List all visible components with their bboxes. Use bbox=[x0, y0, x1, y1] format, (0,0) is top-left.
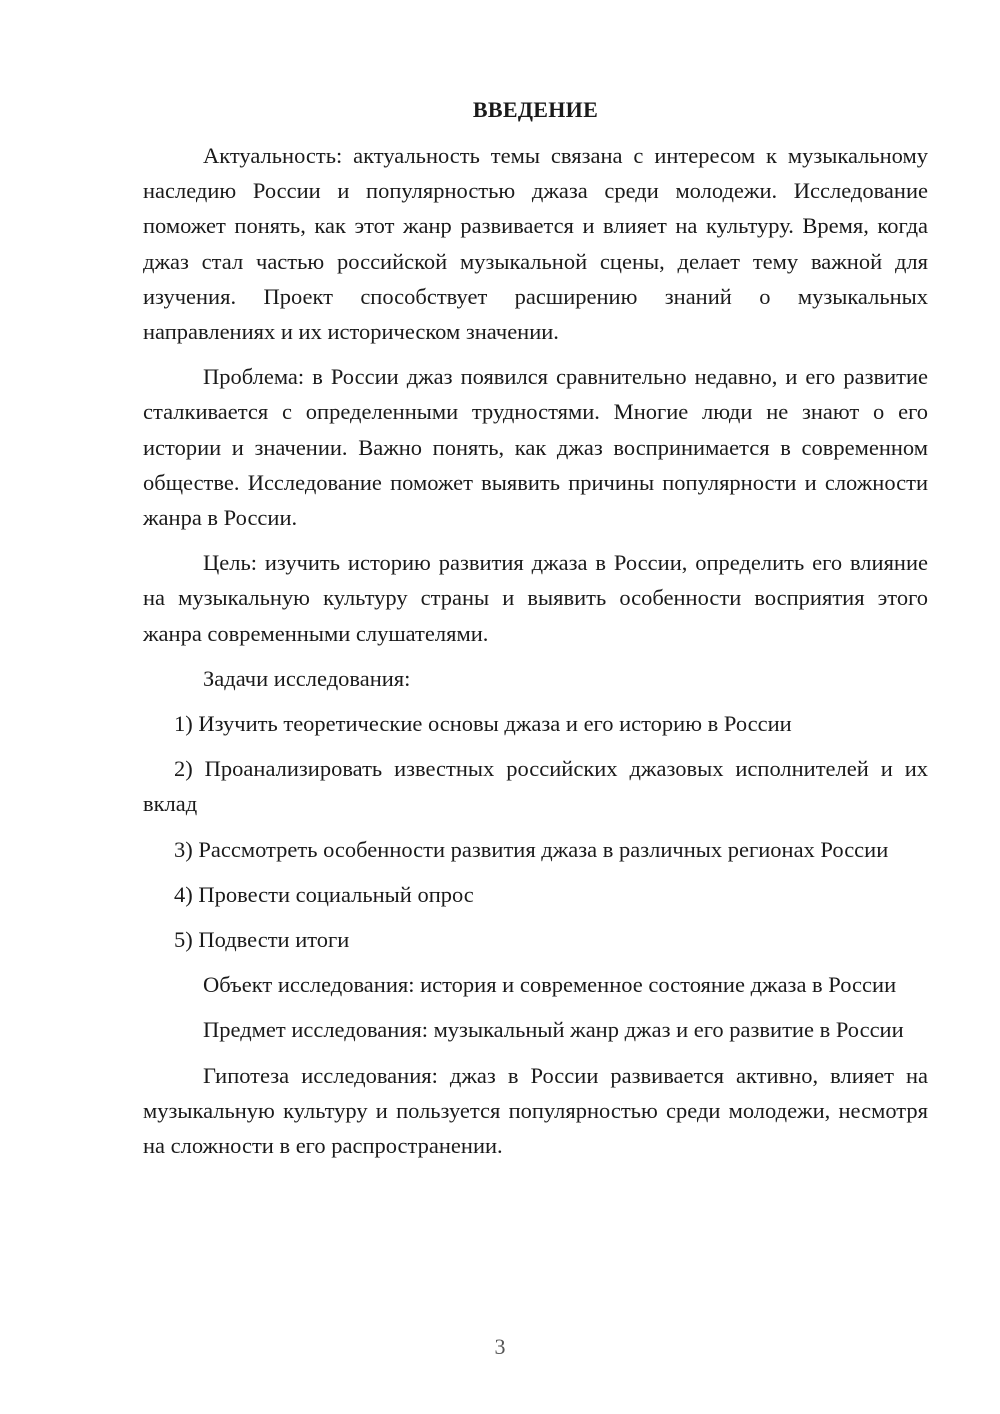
relevance-paragraph: Актуальность: актуальность темы связана с интересом к музыкальному наследию России и популярностью джаза среди молодежи. Исследование поможет понять, как этот жанр развивается и влияет на культуру. Время, когда джаз стал частью российской музыкальной сцены, делает тему важной для изучения. Проект способствует расширению знаний о музыкальных направлениях и их историческом значении. bbox=[143, 143, 928, 345]
hypothesis-paragraph: Гипотеза исследования: джаз в России развивается активно, влияет на музыкальную культуру и пользуется популярностью среди молодежи, несмотря на сложности в его распространении. bbox=[143, 1062, 928, 1159]
task-item-3: 3) Рассмотреть особенности развития джаза в различных регионах России bbox=[174, 836, 889, 862]
task-item-4: 4) Провести социальный опрос bbox=[174, 881, 474, 907]
page-number: 3 bbox=[494, 1334, 506, 1359]
task-item-5: 5) Подвести итоги bbox=[174, 927, 350, 953]
task-item-2: 2) Проанализировать известных российских джазовых исполнителей и их вклад bbox=[143, 756, 928, 817]
tasks-heading: Задачи исследования: bbox=[203, 665, 411, 691]
goal-paragraph: Цель: изучить историю развития джаза в России, определить его влияние на музыкальную культуру страны и выявить особенности восприятия этого жанра современными слушателями. bbox=[143, 550, 928, 646]
document-page bbox=[143, 96, 928, 1173]
object-paragraph: Объект исследования: история и современное состояние джаза в России bbox=[203, 972, 897, 998]
subject-paragraph: Предмет исследования: музыкальный жанр джаз и его развитие в России bbox=[203, 1017, 904, 1043]
problem-paragraph: Проблема: в России джаз появился сравнительно недавно, и его развитие сталкивается с определенными трудностями. Многие люди не знают о его истории и значении. Важно понять, как джаз воспринимается в современном обществе. Исследование поможет выявить причины популярности и сложности жанра в России. bbox=[143, 364, 928, 531]
task-item-1: 1) Изучить теоретические основы джаза и его историю в России bbox=[174, 711, 792, 737]
tasks-list bbox=[143, 706, 928, 957]
section-title: ВВЕДЕНИЕ bbox=[472, 97, 599, 122]
